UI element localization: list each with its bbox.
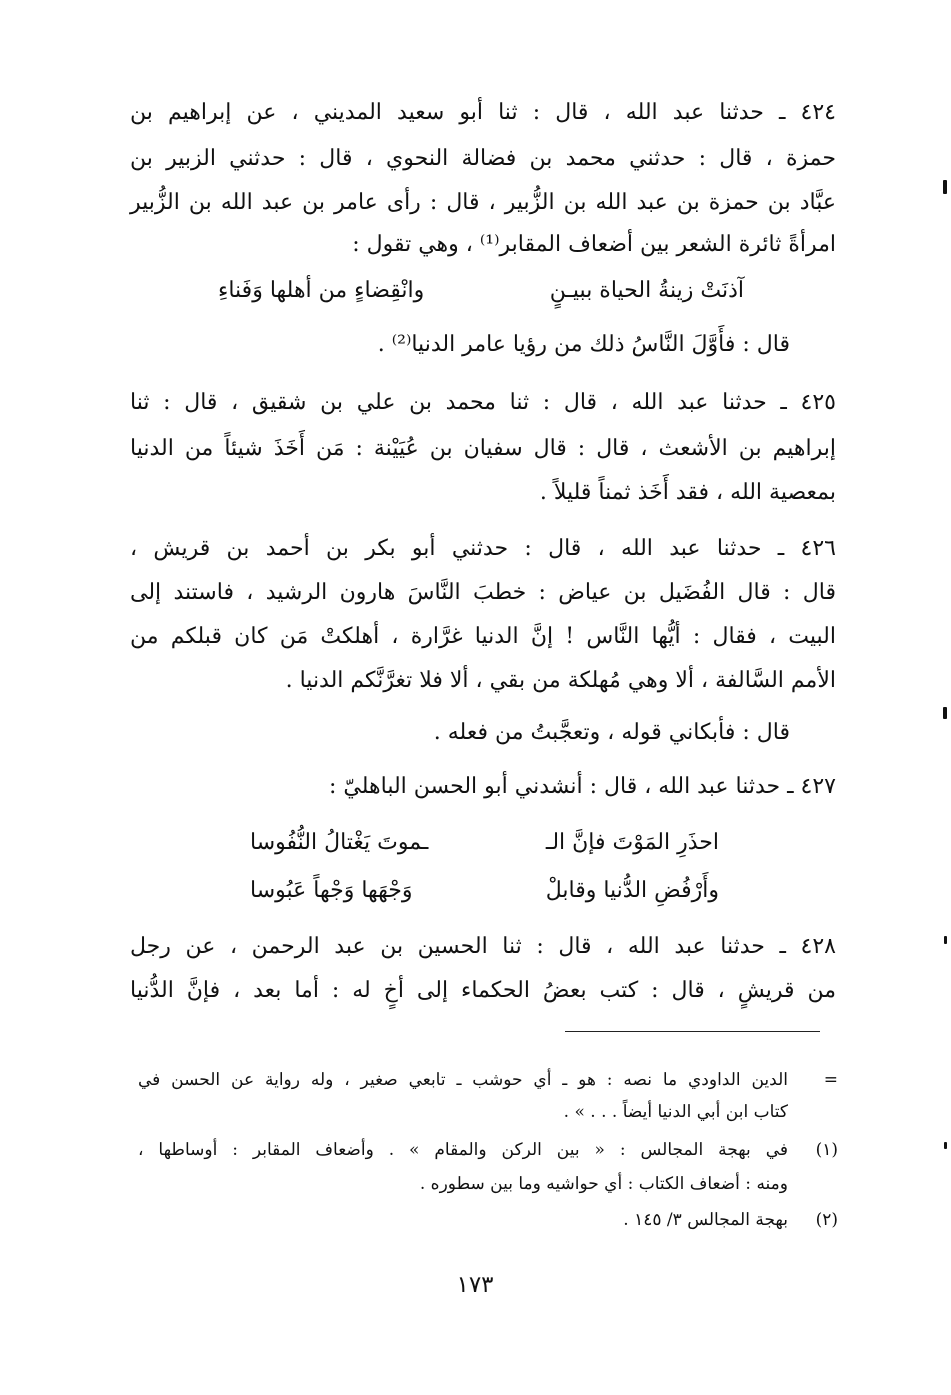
paragraph-427-line: ٤٢٧ ـ حدثنا عبد الله ، قال : أنشدني أبو الحسن الباهليّ : xyxy=(328,774,836,799)
verse-427-1-second-hemistich: ـموتَ يَغْتالُ النُّفُوسا xyxy=(250,830,429,855)
paragraph-424-line-2: حمزة ، قال : حدثني محمد بن فضالة النحوي ، قال : حدثني الزبير بن xyxy=(130,146,836,171)
scan-speck xyxy=(944,936,947,944)
footnote-continuation-line-2: كتاب ابن أبي الدنيا أيضاً . . . » . xyxy=(563,1102,788,1122)
verse-427-1-first-hemistich: احذَرِ المَوْتَ فإنَّ الـ xyxy=(545,830,719,855)
paragraph-426-line-2: قال : قال الفُضَيل بن عياض : خطبَ النَّاسَ هارون الرشيد ، فاستند إلى xyxy=(130,580,836,605)
page-number: ١٧٣ xyxy=(456,1272,494,1298)
paragraph-425-line-1: ٤٢٥ ـ حدثنا عبد الله ، قال : ثنا محمد بن علي بن شقيق ، قال : ثنا xyxy=(130,390,836,415)
verse-424-first-hemistich: آذنَتْ زينةُ الحياة ببيـنٍ xyxy=(549,278,744,303)
footnote-1-line-1: في بهجة المجالس : « بين الركن والمقام » . وأضعاف المقابر : أوساطها ، xyxy=(138,1140,788,1160)
paragraph-424-line-4: امرأةً ثائرة الشعر بين أضعاف المقابر⁽¹⁾ ، وهي تقول : xyxy=(352,232,836,257)
paragraph-428-line-2: من قريشٍ ، قال : كتب بعضُ الحكماء إلى أخٍ له : أما بعد ، فإنَّ الدُّنيا xyxy=(130,978,836,1003)
paragraph-424-line-1: ٤٢٤ ـ حدثنا عبد الله ، قال : ثنا أبو سعيد المديني ، عن إبراهيم بن xyxy=(130,100,836,125)
paragraph-425-line-3: بمعصية الله ، فقد أَخَذ ثمناً قليلاً . xyxy=(539,480,836,505)
footnote-2-marker: (٢) xyxy=(815,1210,838,1230)
paragraph-426-line-4: الأمم السَّالفة ، ألا وهي مُهلكة من بقي ، ألا فلا تغرَّنَّكم الدنيا . xyxy=(285,668,836,693)
footnote-1-line-2: ومنه : أضعاف الكتاب : أي حواشيه وما بين سطوره . xyxy=(419,1174,788,1194)
scan-speck xyxy=(943,707,947,719)
paragraph-428-line-1: ٤٢٨ ـ حدثنا عبد الله ، قال : ثنا الحسين بن عبد الرحمن ، عن رجل xyxy=(130,934,836,959)
scan-speck xyxy=(943,180,947,194)
verse-424-second-hemistich: وانْقِضاءٍ من أهلها وَفَناءِ xyxy=(218,278,425,303)
scan-speck xyxy=(944,1142,947,1149)
footnote-2-line: بهجة المجالس ٣/ ١٤٥ . xyxy=(623,1210,788,1230)
paragraph-424-line-3: عبَّاد بن حمزة بن عبد الله بن الزُّبير ، قال : رأى عامر بن عبد الله بن الزُّبير xyxy=(130,190,836,215)
paragraph-426-closing: قال : فأبكاني قوله ، وتعجَّبتُ من فعله . xyxy=(433,720,790,745)
paragraph-426-line-3: البيت ، فقال : أيُّها النَّاس ! إنَّ الدنيا غرَّارة ، أهلكتْ مَن كان قبلكم من xyxy=(130,624,836,649)
footnote-1-marker: (١) xyxy=(815,1140,838,1160)
footnote-continuation-line-1: الدين الداودي ما نصه : هو ـ أي حوشب ـ تابعي صغير ، وله رواية عن الحسن في xyxy=(138,1070,788,1090)
paragraph-426-line-1: ٤٢٦ ـ حدثنا عبد الله ، قال : حدثني أبو بكر بن أحمد بن قريش ، xyxy=(130,536,836,561)
paragraph-424-closing: قال : فأَوَّلَ النَّاسُ ذلك من رؤيا عامر الدنيا⁽²⁾ . xyxy=(377,332,790,357)
footnote-separator xyxy=(565,1031,820,1032)
footnote-continuation-mark: = xyxy=(823,1070,838,1090)
paragraph-425-line-2: إبراهيم بن الأشعث ، قال : قال سفيان بن عُيَيْنة : مَن أَخَذَ شيئاً من الدنيا xyxy=(130,436,836,461)
verse-427-2-first-hemistich: وأَرْفُضِ الدُّنيا وقابلْ xyxy=(545,878,719,903)
verse-427-2-second-hemistich: وَجْهَها وَجْهاً عَبُوسا xyxy=(250,878,413,903)
